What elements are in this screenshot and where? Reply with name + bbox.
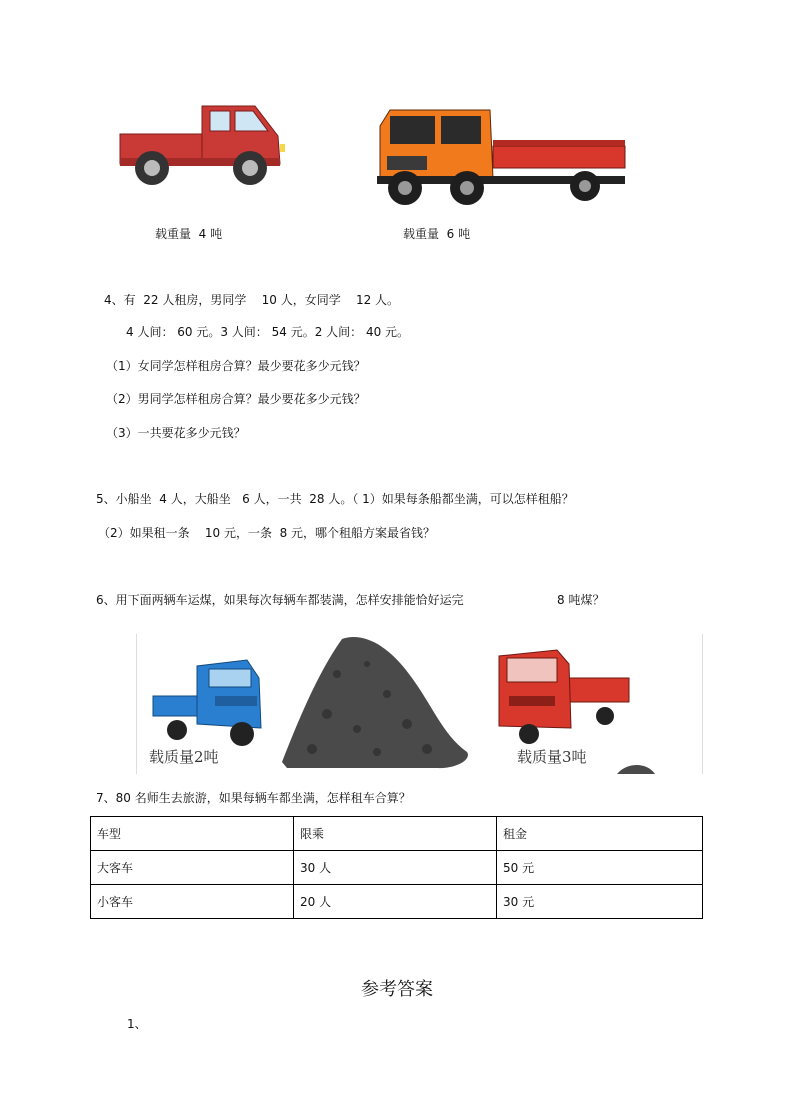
red-truck-capacity-label: 载质量3吨: [517, 748, 587, 766]
q7-line1: 7、80 名师生去旅游，如果每辆车都坐满，怎样租车合算？: [96, 791, 411, 805]
blue-truck-capacity-label: 载质量2吨: [149, 748, 219, 766]
q6-line1-b: 8 吨煤？: [557, 593, 605, 607]
table-cell: 30 人: [294, 851, 497, 885]
rental-table: [90, 816, 703, 919]
q4-line1: 4、有 22 人租房，男同学 10 人，女同学 12 人。: [104, 293, 400, 307]
table-cell: 30 元: [497, 885, 703, 919]
q6-line1-a: 6、用下面两辆车运煤，如果每次每辆车都装满，怎样安排能恰好运完: [96, 593, 464, 607]
table-cell: 20 人: [294, 885, 497, 919]
table-header-cell: 限乘: [294, 817, 497, 851]
table-header-cell: 租金: [497, 817, 703, 851]
answers-heading: 参考答案: [361, 979, 433, 1000]
table-header-row: [91, 817, 703, 851]
q5-line1: 5、小船坐 4 人，大船坐 6 人，一共 28 人。（ 1）如果每条船都坐满，可以怎样租船？: [96, 492, 574, 506]
q5-line2: （2）如果租一条 10 元，一条 8 元，哪个租船方案最省钱？: [98, 526, 436, 540]
table-row: [91, 885, 703, 919]
small-truck-caption: 载重量 4 吨: [155, 227, 223, 241]
small-truck-image: [110, 96, 285, 200]
answer-item-1: 1、: [127, 1017, 147, 1031]
q4-sub1: （1）女同学怎样租房合算？最少要花多少元钱？: [106, 359, 366, 373]
table-cell: 大客车: [91, 851, 294, 885]
coal-trucks-image: [136, 634, 703, 774]
big-truck-image: [375, 106, 627, 210]
q4-sub2: （2）男同学怎样租房合算？最少要花多少元钱？: [106, 392, 366, 406]
table-cell: 50 元: [497, 851, 703, 885]
q4-sub3: （3）一共要花多少元钱？: [106, 426, 246, 440]
table-header-cell: 车型: [91, 817, 294, 851]
big-truck-caption: 载重量 6 吨: [403, 227, 471, 241]
table-cell: 小客车: [91, 885, 294, 919]
q4-line2: 4 人间： 60 元。3 人间： 54 元。2 人间： 40 元。: [126, 325, 410, 339]
table-row: [91, 851, 703, 885]
